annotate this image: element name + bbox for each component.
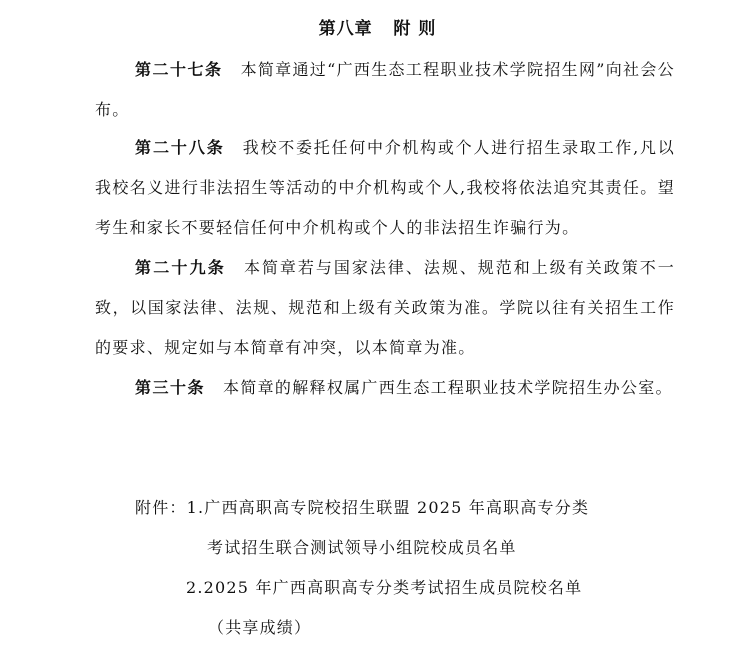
attachment-1-line-1: 附件：1.广西高职高专院校招生联盟 2025 年高职高专分类 (135, 498, 590, 517)
article-30-label: 第三十条 (135, 378, 206, 397)
attachment-1-line-2: 考试招生联合测试领导小组院校成员名单 (207, 538, 517, 557)
article-29-text: 本简章若与国家法律、法规、规范和上级有关政策不一致，以国家法律、法规、规范和上级有关政策为准。学院以往有关招生工作的要求、规定如与本简章有冲突，以本简章为准。 (95, 258, 675, 357)
attachment-2-line-2: （共享成绩） (208, 618, 312, 637)
article-29-label: 第二十九条 (135, 258, 226, 277)
article-28-text: 我校不委托任何中介机构或个人进行招生录取工作,凡以我校名义进行非法招生等活动的中介机构或个人,我校将依法追究其责任。望考生和家长不要轻信任何中介机构或个人的非法招生诈骗行为。 (95, 138, 675, 237)
article-29 (95, 248, 675, 368)
article-30 (95, 368, 675, 408)
article-28 (95, 128, 675, 248)
attachment-2-line-1: 2.2025 年广西高职高专分类考试招生成员院校名单 (186, 578, 583, 597)
article-27-text: 本简章通过“广西生态工程职业技术学院招生网”向社会公布。 (95, 60, 675, 119)
article-27-label: 第二十七条 (135, 60, 223, 79)
article-28-label: 第二十八条 (135, 138, 225, 157)
chapter-title: 第八章 附 则 (318, 19, 437, 39)
article-27 (95, 50, 675, 130)
article-30-text: 本简章的解释权属广西生态工程职业技术学院招生办公室。 (223, 378, 673, 397)
